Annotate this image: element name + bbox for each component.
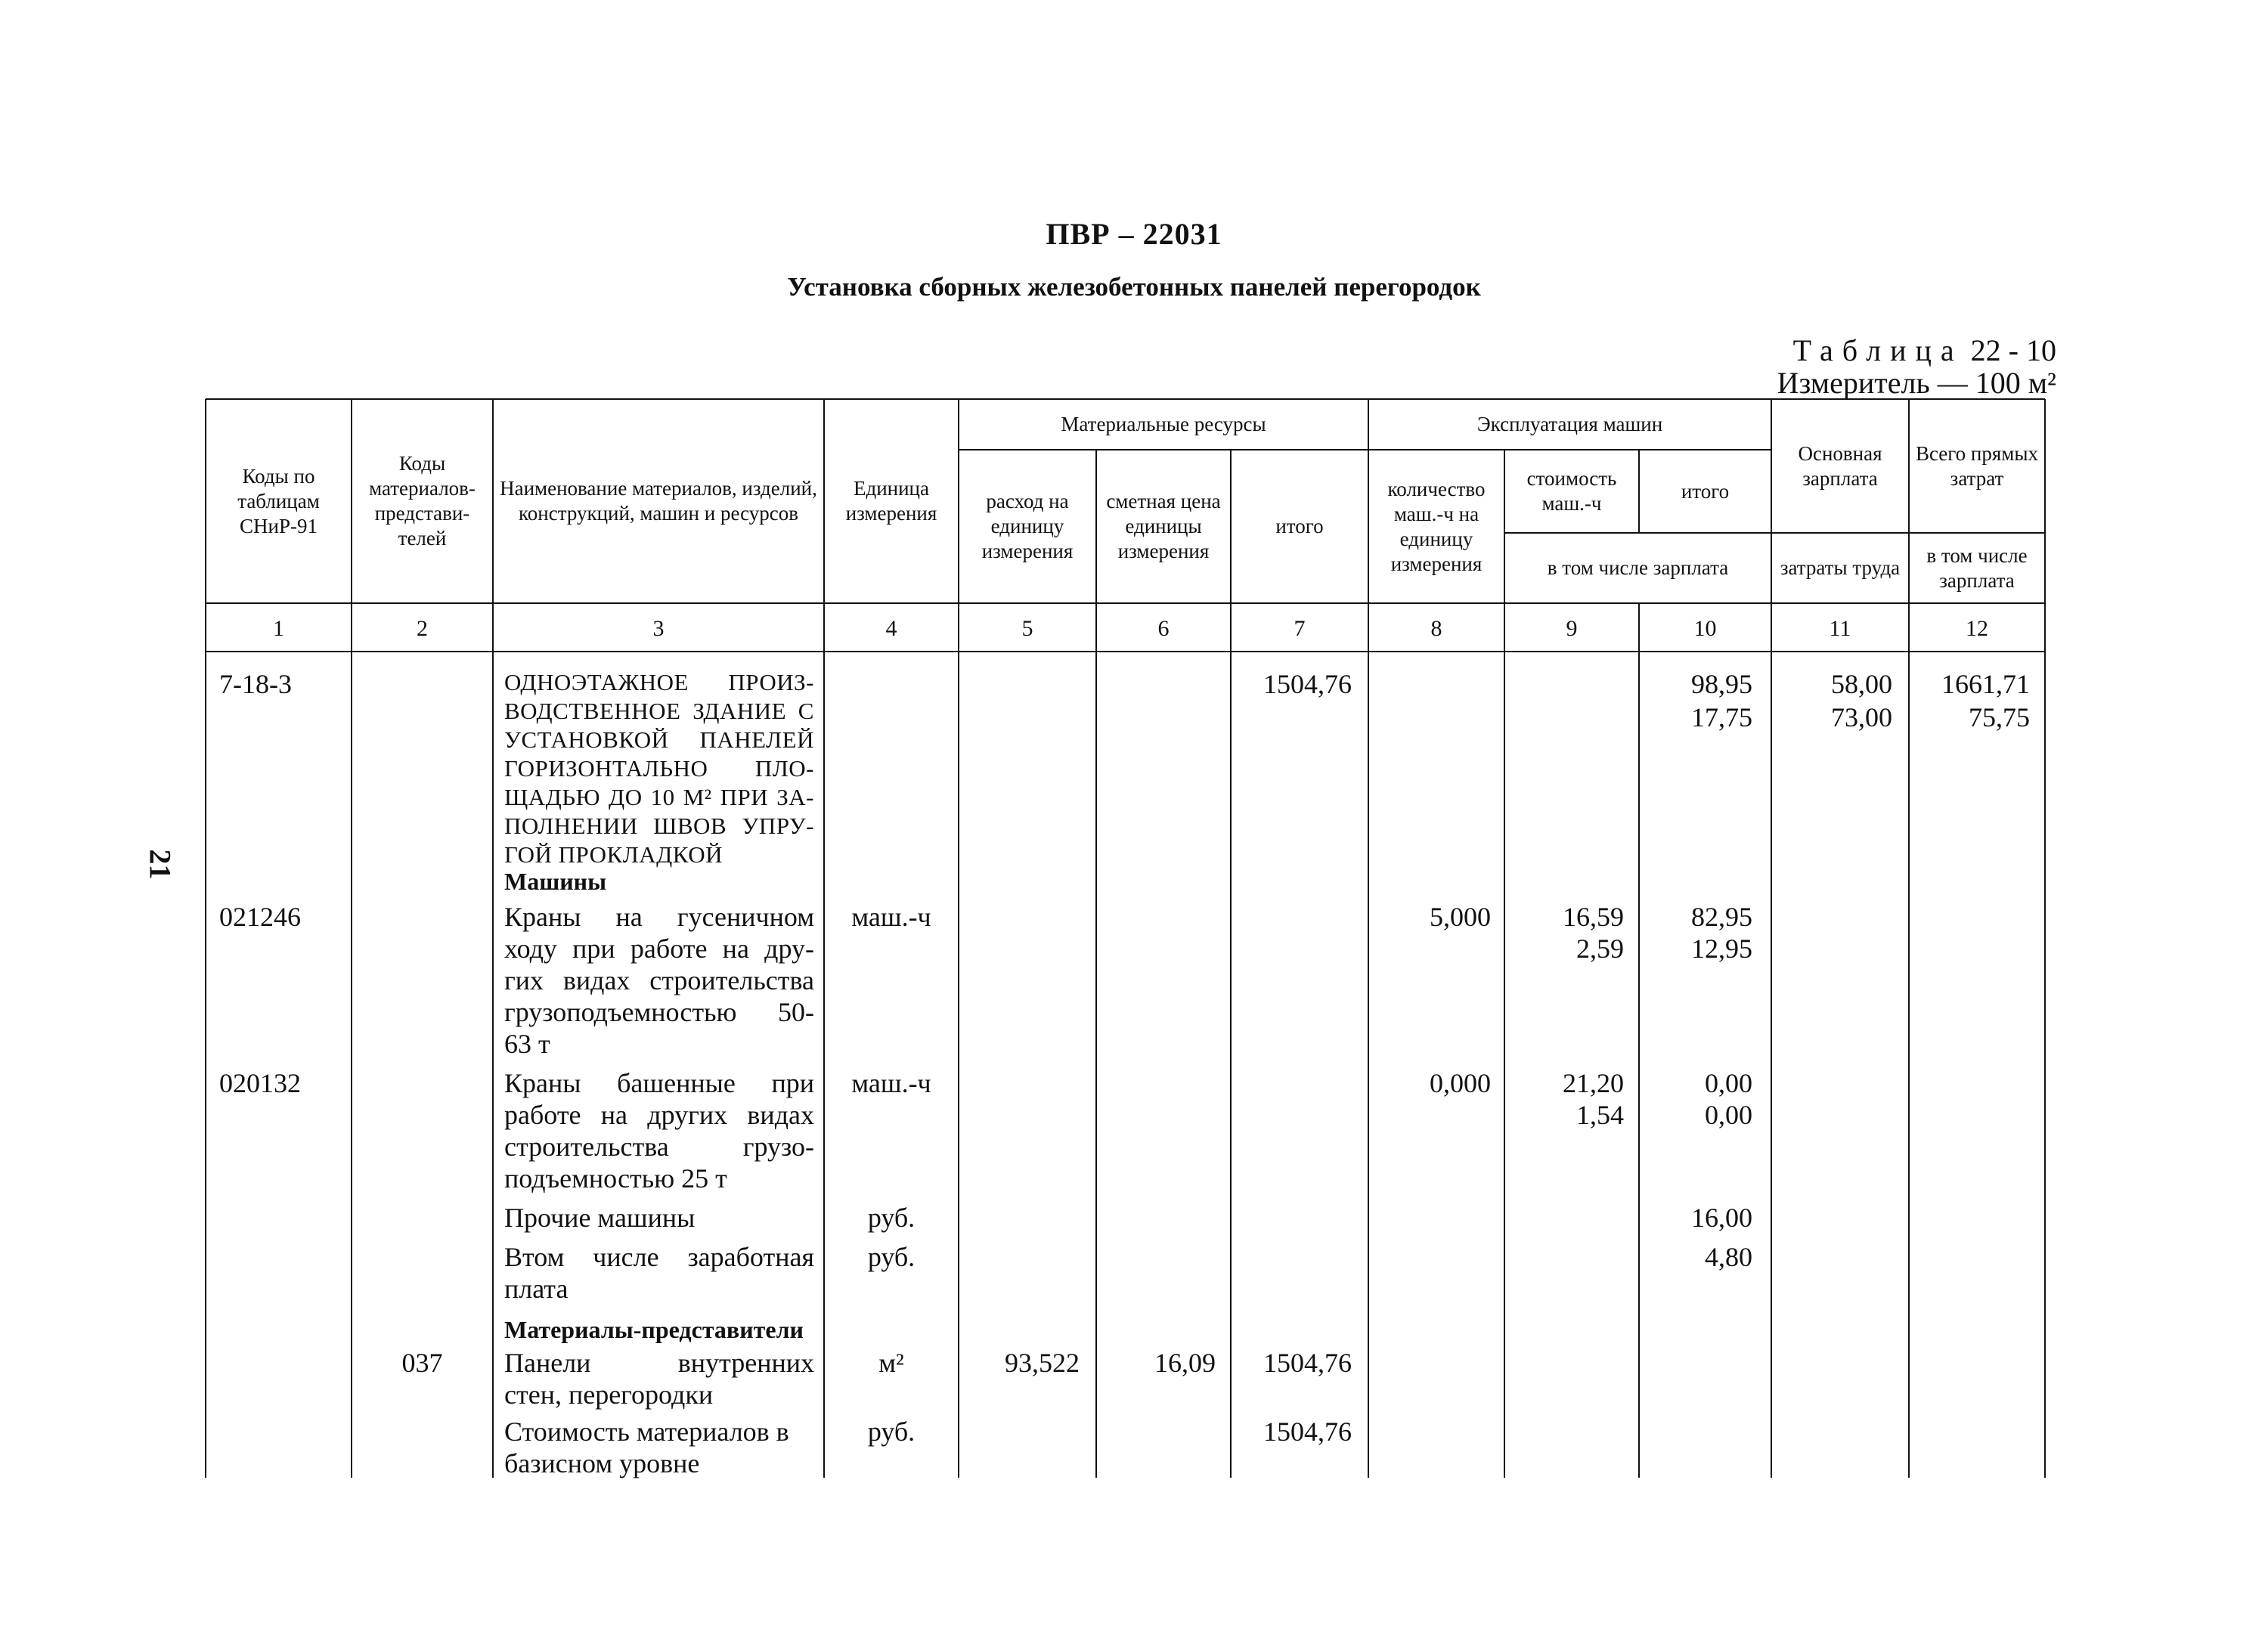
header-col12-sub: в том числе зарплата <box>1926 543 2028 592</box>
header-col9: стоимость маш.-ч <box>1526 467 1617 515</box>
main-name-line-1: ОДНОЭТАЖНОЕ ПРОИЗ- <box>504 669 814 695</box>
main-name-line-6: ПОЛНЕНИИ ШВОВ УПРУ- <box>504 813 814 839</box>
crane1-unit: маш.-ч <box>851 902 931 932</box>
header-material-group: Материальные ресурсы <box>1061 413 1266 435</box>
material-cost-name-line-2: базисном уровне <box>504 1448 700 1478</box>
col-number-11: 11 <box>1829 616 1851 641</box>
panels-col7: 1504,76 <box>1263 1348 1352 1378</box>
crane1-name-line-3: гих видах строительства <box>504 965 814 995</box>
main-col11-a: 58,00 <box>1831 669 1892 699</box>
materials-heading: Материалы-представители <box>504 1316 804 1343</box>
crane1-col8: 5,000 <box>1430 902 1491 932</box>
panels-unit: м² <box>878 1348 904 1378</box>
wages-name-line-2: плата <box>504 1274 569 1304</box>
crane1-code: 021246 <box>219 902 301 932</box>
machines-heading: Машины <box>504 868 607 895</box>
wages-name-line-1: Втом числе заработная <box>504 1242 814 1272</box>
header-machine-group: Эксплуатация машин <box>1476 413 1663 435</box>
header-col7: итого <box>1275 515 1324 537</box>
other-machines-unit: руб. <box>867 1203 916 1233</box>
main-col10-b: 17,75 <box>1691 702 1752 732</box>
panels-col6: 16,09 <box>1154 1348 1216 1378</box>
crane2-col10-a: 0,00 <box>1705 1068 1752 1098</box>
main-col10-a: 98,95 <box>1691 669 1752 699</box>
crane1-name-line-2: ходу при работе на дру- <box>504 933 814 964</box>
main-name-line-2: ВОДСТВЕННОЕ ЗДАНИЕ С <box>504 698 814 724</box>
crane2-name-line-3: строительства грузо- <box>504 1132 814 1162</box>
crane2-name-line-1: Краны башенные при <box>504 1068 814 1098</box>
table-label: Таблица <box>1792 333 1963 367</box>
header-col6: сметная цена единицы измерения <box>1106 490 1221 562</box>
header-col11-sub: затраты труда <box>1780 556 1901 579</box>
wages-col10: 4,80 <box>1705 1242 1752 1272</box>
panels-name-line-2: стен, перегородки <box>504 1379 714 1410</box>
table-number-value: 22 - 10 <box>1970 333 2056 367</box>
header-col8: количество маш.-ч на единицу измерения <box>1387 477 1486 575</box>
panels-col5: 93,522 <box>1005 1348 1080 1378</box>
crane1-name-line-5: 63 т <box>504 1029 550 1059</box>
crane2-unit: маш.-ч <box>851 1068 931 1098</box>
crane2-name-line-4: подъемностью 25 т <box>504 1163 727 1194</box>
wages-unit: руб. <box>867 1242 916 1272</box>
main-col12-a: 1661,71 <box>1941 669 2030 699</box>
page-number: 21 <box>143 849 178 880</box>
header-col4: Единица измерения <box>845 477 937 525</box>
col-number-9: 9 <box>1566 616 1578 641</box>
header-col3: Наименование материалов, изделий, конструкций, машин и ресурсов <box>500 477 817 525</box>
main-name-line-7: ГОЙ ПРОКЛАДКОЙ <box>504 841 723 868</box>
crane2-code: 020132 <box>219 1068 301 1098</box>
document-title: Установка сборных железобетонных панелей перегородок <box>787 272 1481 302</box>
panels-name-line-1: Панели внутренних <box>504 1348 814 1378</box>
header-col5: расход на единицу измерения <box>981 490 1074 562</box>
col-number-8: 8 <box>1430 616 1442 641</box>
col-number-7: 7 <box>1294 616 1306 641</box>
crane1-col9-a: 16,59 <box>1563 902 1624 932</box>
panels-code: 037 <box>401 1348 443 1378</box>
header-col12-top: Всего прямых затрат <box>1915 441 2039 490</box>
crane1-name-line-4: грузоподъемностью 50- <box>504 997 814 1027</box>
crane2-col9-a: 21,20 <box>1563 1068 1624 1098</box>
col-number-2: 2 <box>417 616 428 641</box>
col-number-4: 4 <box>885 616 897 641</box>
main-col7: 1504,76 <box>1263 669 1352 699</box>
header-col1: Коды по таблицам СНиР-91 <box>237 464 320 537</box>
crane2-name-line-2: работе на других видах <box>504 1100 814 1130</box>
material-cost-unit: руб. <box>867 1416 916 1447</box>
material-cost-col7: 1504,76 <box>1263 1416 1352 1447</box>
main-name-line-3: УСТАНОВКОЙ ПАНЕЛЕЙ <box>504 726 814 753</box>
header-col9-10-sub: в том числе зарплата <box>1547 556 1729 579</box>
crane2-col9-b: 1,54 <box>1576 1100 1624 1130</box>
main-col11-b: 73,00 <box>1831 702 1892 732</box>
main-code: 7-18-3 <box>219 669 292 699</box>
main-name-line-4: ГОРИЗОНТАЛЬНО ПЛО- <box>504 755 814 782</box>
col-number-1: 1 <box>273 616 284 641</box>
measure-unit: Измеритель — 100 м² <box>1777 366 2056 400</box>
col-number-6: 6 <box>1157 616 1170 641</box>
col-number-3: 3 <box>652 616 665 641</box>
col-number-10: 10 <box>1693 616 1717 641</box>
crane2-col8: 0,000 <box>1430 1068 1491 1098</box>
col-number-5: 5 <box>1021 616 1033 641</box>
header-col2: Коды материалов-представи-телей <box>369 452 476 550</box>
main-col12-b: 75,75 <box>1969 702 2030 732</box>
main-name-line-5: ЩАДЬЮ ДО 10 М² ПРИ ЗА- <box>504 784 814 810</box>
crane1-col10-b: 12,95 <box>1691 933 1752 964</box>
material-cost-name-line-1: Стоимость материалов в <box>504 1416 789 1447</box>
other-machines-col10: 16,00 <box>1691 1203 1752 1233</box>
crane1-col10-a: 82,95 <box>1691 902 1752 932</box>
crane2-col10-b: 0,00 <box>1705 1100 1752 1130</box>
header-col10: итого <box>1681 479 1730 503</box>
document-code: ПВР – 22031 <box>1046 217 1222 251</box>
col-number-12: 12 <box>1966 616 1988 641</box>
crane1-name-line-1: Краны на гусеничном <box>504 902 814 932</box>
other-machines-name: Прочие машины <box>504 1203 696 1233</box>
header-col11-top: Основная зарплата <box>1798 441 1882 490</box>
crane1-col9-b: 2,59 <box>1576 933 1624 964</box>
